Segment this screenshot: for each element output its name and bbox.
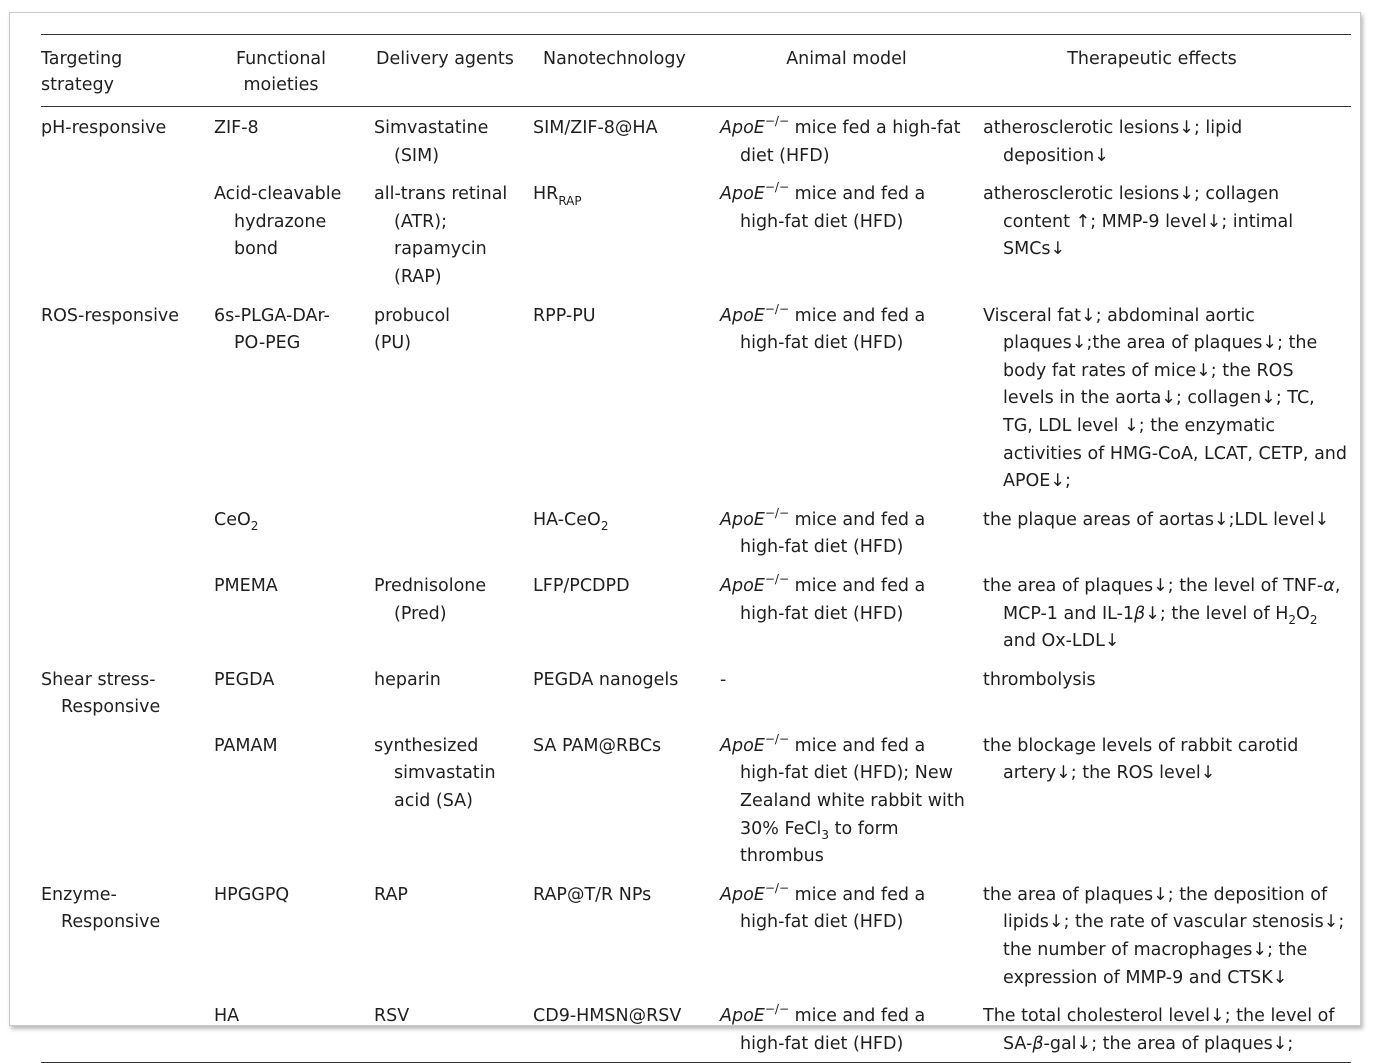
cell-effects: the plaque areas of aortas↓;LDL level↓ [983, 509, 1330, 530]
cell-nano: RPP-PU [533, 305, 596, 326]
cell-effects: the blockage levels of rabbit carotid artery↓; the ROS level↓ [983, 735, 1299, 784]
cell-model: ApoE−/− mice and fed a high-fat diet (HFD) [720, 180, 926, 232]
cell-moiety: ZIF-8 [214, 118, 259, 138]
cell-model: ApoE−/− mice and fed a high-fat diet (HFD) [720, 505, 926, 558]
table-row [41, 875, 1351, 996]
cell-model: ApoE−/− mice and fed a high-fat diet (HFD) [720, 572, 926, 624]
cell-model: ApoE−/− mice and fed a high-fat diet (HFD) [720, 301, 926, 354]
cell-nano: $HR_{RAP}$ [533, 184, 582, 208]
table-row [41, 107, 1351, 175]
cell-moiety: HA [214, 1006, 240, 1027]
cell-agent: RAP [374, 884, 408, 905]
table-row [41, 566, 1351, 660]
cell-effects: atherosclerotic lesions↓; collagen content ↑; MMP-9 level↓; intimal SMCs↓ [983, 184, 1294, 260]
cell-effects: the area of plaques↓; the level of TNF-α, MCP-1 and IL-1β↓; the level of $H_2O_2$ and Ox-LDL↓ [983, 575, 1341, 652]
cell-strategy: Enzyme-Responsive [41, 884, 161, 933]
table-row [41, 296, 1351, 500]
cell-moiety: HPGGPQ [214, 884, 290, 905]
cell-moiety: 6s-PLGA-DAr-PO-PEG [214, 305, 330, 354]
cell-effects: Visceral fat↓; abdominal aortic plaques↓;the area of plaques↓; the body fat rates of mice↓; the ROS levels in the aorta↓; collagen↓; TC, TG, LDL level ↓; the enzymatic activities of HMG-CoA, LCAT, CETP, and APOE↓; [983, 305, 1348, 492]
cell-moiety: CeO$_2$ [214, 509, 259, 534]
header-targeting-strategy: Targeting strategy [41, 49, 123, 95]
cell-strategy [41, 500, 214, 566]
header-animal-model: Animal model [786, 49, 907, 69]
cell-nano: SIM/ZIF-8@HA [533, 118, 658, 138]
table-row [41, 174, 1351, 295]
cell-strategy [41, 726, 214, 875]
header-row [41, 35, 1351, 107]
cell-effects: The total cholesterol level↓; the level of SA-β-gal↓; the area of plaques↓; [983, 1006, 1335, 1054]
cell-effects: the area of plaques↓; the deposition of lipids↓; the rate of vascular stenosis↓; the number of macrophages↓; the expression of MMP-9 and CTSK↓ [983, 884, 1345, 988]
table-frame [9, 12, 1361, 1054]
cell-nano: PEGDA nanogels [533, 669, 679, 690]
cell-strategy: Shear stress-Responsive [41, 669, 161, 718]
cell-agent: RSV [374, 1006, 410, 1027]
cell-effects: thrombolysis [983, 669, 1096, 690]
table-row [41, 726, 1351, 875]
cell-moiety: PAMAM [214, 735, 278, 756]
table-row [41, 500, 1351, 566]
cell-model: ApoE−/− mice and fed a high-fat diet (HFD) [720, 881, 926, 933]
cell-model: ApoE−/− mice and fed a high-fat diet (HFD); New Zealand white rabbit with 30% FeCl$_3$ to form thrombus [720, 732, 965, 867]
table-row [41, 996, 1351, 1063]
cell-nano: RAP@T/R NPs [533, 884, 652, 905]
table-row [41, 660, 1351, 726]
cell-agent [374, 500, 533, 566]
cell-nano: HA-CeO$_2$ [533, 509, 609, 534]
cell-moiety: Acid-cleavable hydrazone bond [214, 184, 342, 260]
cell-moiety: PMEMA [214, 575, 278, 596]
cell-model: ApoE−/− mice fed a high-fat diet (HFD) [720, 114, 961, 166]
cell-nano: LFP/PCDPD [533, 575, 630, 596]
cell-strategy [41, 566, 214, 660]
cell-strategy: pH-responsive [41, 118, 167, 138]
cell-agent: Simvastatine (SIM) [374, 118, 489, 166]
cell-model: - [720, 669, 727, 690]
cell-agent: all-trans retinal (ATR); rapamycin (RAP) [374, 184, 508, 287]
cell-agent: probucol (PU) [374, 305, 451, 354]
header-delivery-agents: Delivery agents [376, 49, 514, 69]
cell-agent: synthesized simvastatin acid (SA) [374, 735, 496, 812]
cell-nano: CD9-HMSN@RSV [533, 1006, 682, 1027]
header-nanotechnology: Nanotechnology [543, 49, 686, 69]
cell-strategy [41, 174, 214, 295]
header-functional-moieties: Functional moieties [235, 49, 327, 95]
cell-effects: atherosclerotic lesions↓; lipid deposition↓ [983, 118, 1243, 166]
cell-agent: Prednisolone (Pred) [374, 575, 487, 624]
data-table [41, 34, 1351, 1063]
cell-strategy: ROS-responsive [41, 305, 180, 326]
cell-model: ApoE−/− mice and fed a high-fat diet (HFD) [720, 1002, 926, 1054]
cell-moiety: PEGDA [214, 669, 275, 690]
cell-strategy [41, 996, 214, 1063]
header-therapeutic-effects: Therapeutic effects [1067, 49, 1237, 69]
cell-nano: SA PAM@RBCs [533, 735, 662, 756]
cell-agent: heparin [374, 669, 441, 690]
